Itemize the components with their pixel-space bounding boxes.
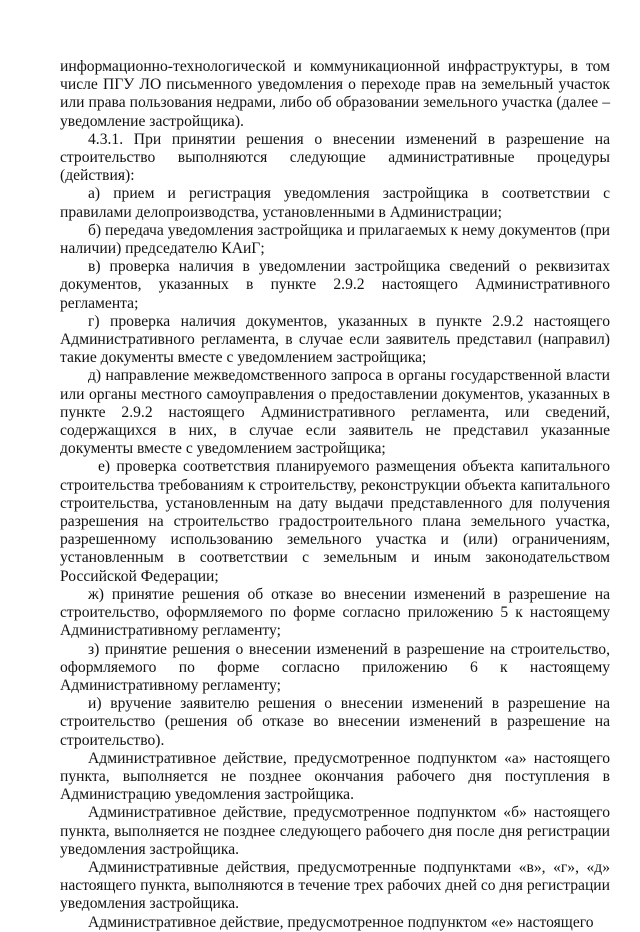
- paragraph-actions-v-g-d: Административные действия, предусмотренные подпунктами «в», «г», «д» настоящего пункта, выполняются в течение трех рабочих дней со дня регистрации уведомления застройщика.: [60, 858, 610, 913]
- list-item-i: и) вручение заявителю решения о внесении изменений в разрешение на строительство (решения об отказе во внесении изменений в разрешение на строительство).: [60, 695, 610, 749]
- list-item-z: з) принятие решения о внесении изменений в разрешение на строительство, оформляемого по форме согласно приложению 6 к настоящему Административному регламенту;: [60, 640, 610, 694]
- list-item-e: е) проверка соответствия планируемого размещения объекта капитального строительства требованиям к строительству, реконструкции объекта капитального строительства, установленным на дату выдачи представленного для получения разрешения на строительство градостроительного плана земельного участка, разрешенному использованию земельного участка и (или) ограничениям, установленным в соответствии с земельным и иным законодательством Российской Федерации;: [60, 458, 610, 585]
- paragraph-continuation: информационно-технологической и коммуникационной инфраструктуры, в том числе ПГУ ЛО письменного уведомления о переходе прав на земельный участок или права пользования недрами, либо об образовании земельного участка (далее – уведомление застройщика).: [60, 58, 610, 130]
- paragraph-action-a: Административное действие, предусмотренное подпунктом «а» настоящего пункта, выполняется не позднее окончания рабочего дня поступления в Администрацию уведомления застройщика.: [60, 749, 610, 804]
- list-item-d: д) направление межведомственного запроса в органы государственной власти или органы местного самоуправления о предоставлении документов, указанных в пункте 2.9.2 настоящего Административного регламента, или сведений, содержащихся в них, в случае если заявитель не представил указанные документы вместе с уведомлением застройщика;: [60, 367, 610, 458]
- paragraph-action-b: Административное действие, предусмотренное подпунктом «б» настоящего пункта, выполняется не позднее следующего рабочего дня после дня регистрации уведомления застройщика.: [60, 804, 610, 858]
- list-item-zh: ж) принятие решения об отказе во внесении изменений в разрешение на строительство, оформляемого по форме согласно приложению 5 к настоящему Административному регламенту;: [60, 585, 610, 640]
- list-item-b: б) передача уведомления застройщика и прилагаемых к нему документов (при наличии) председателю КАиГ;: [60, 221, 610, 258]
- paragraph-action-e: Административное действие, предусмотренное подпунктом «е» настоящего: [88, 913, 594, 931]
- list-item-v: в) проверка наличия в уведомлении застройщика сведений о реквизитах документов, указанных в пункте 2.9.2 настоящего Административного регламента;: [60, 258, 610, 312]
- list-item-g: г) проверка наличия документов, указанных в пункте 2.9.2 настоящего Административного регламента, в случае если заявитель представил (направил) такие документы вместе с уведомлением застройщика;: [60, 312, 610, 367]
- list-item-a: а) прием и регистрация уведомления застройщика в соответствии с правилами делопроизводства, установленными в Администрации;: [60, 185, 610, 221]
- paragraph-4-3-1: 4.3.1. При принятии решения о внесении изменений в разрешение на строительство выполняются следующие административные процедуры (действия):: [60, 130, 610, 185]
